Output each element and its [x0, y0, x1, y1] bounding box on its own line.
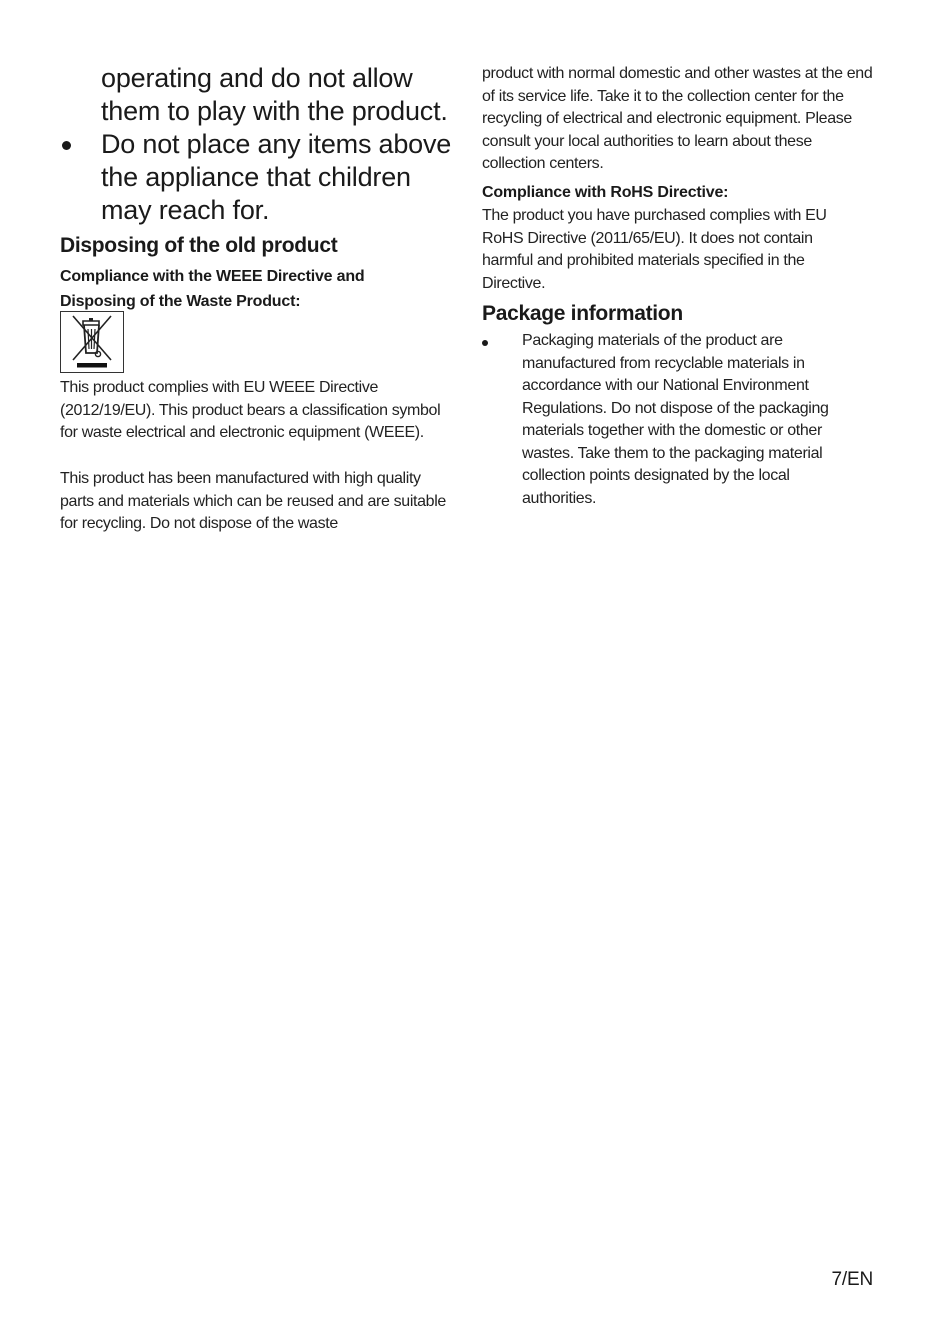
weee-symbol-svg — [61, 312, 122, 371]
package-bullet-text: Packaging materials of the product are manufactured from recyclable materials in accordance with our National Environment Regulations. Do not dispose of the packaging materials together with the domestic or other wastes. Take them to the packaging material collection points designated by the local authorities. — [522, 332, 829, 507]
rohs-heading: Compliance with RoHS Directive: — [482, 184, 729, 201]
page-number: 7/EN — [831, 1269, 873, 1290]
crossed-out-wheelie-bin-icon — [60, 311, 124, 373]
bullet-text: Do not place any items above the appliance that children may reach for. — [101, 129, 452, 225]
section-title-package: Package information — [482, 302, 683, 325]
disposal-paragraph-continued: product with normal domestic and other wastes at the end of its service life. Take it to the collection center for the recycling of electrical and electronic equipment. Please consult your local authorities to learn about these collection centers. — [482, 65, 873, 172]
bullet-dot-icon — [62, 141, 71, 150]
bullet-continuation-text: operating and do not allow them to play with the product. — [101, 63, 448, 126]
weee-paragraph-2: This product has been manufactured with high quality parts and materials which can be reused and are suitable for recycling. Do not dispose of the waste — [60, 470, 446, 532]
section-title-disposing: Disposing of the old product — [60, 234, 338, 257]
rohs-paragraph: The product you have purchased complies with EU RoHS Directive (2011/65/EU). It does not contain harmful and prohibited materials specified in the Directive. — [482, 207, 827, 292]
bullet-dot-icon — [482, 340, 488, 346]
package-bullet-item — [482, 330, 862, 515]
weee-heading-line2: Disposing of the Waste Product: — [60, 293, 301, 310]
weee-heading-line1: Compliance with the WEEE Directive and — [60, 268, 365, 285]
weee-paragraph-1: This product complies with EU WEEE Directive (2012/19/EU). This product bears a classification symbol for waste electrical and electronic equipment (WEEE). — [60, 379, 441, 441]
